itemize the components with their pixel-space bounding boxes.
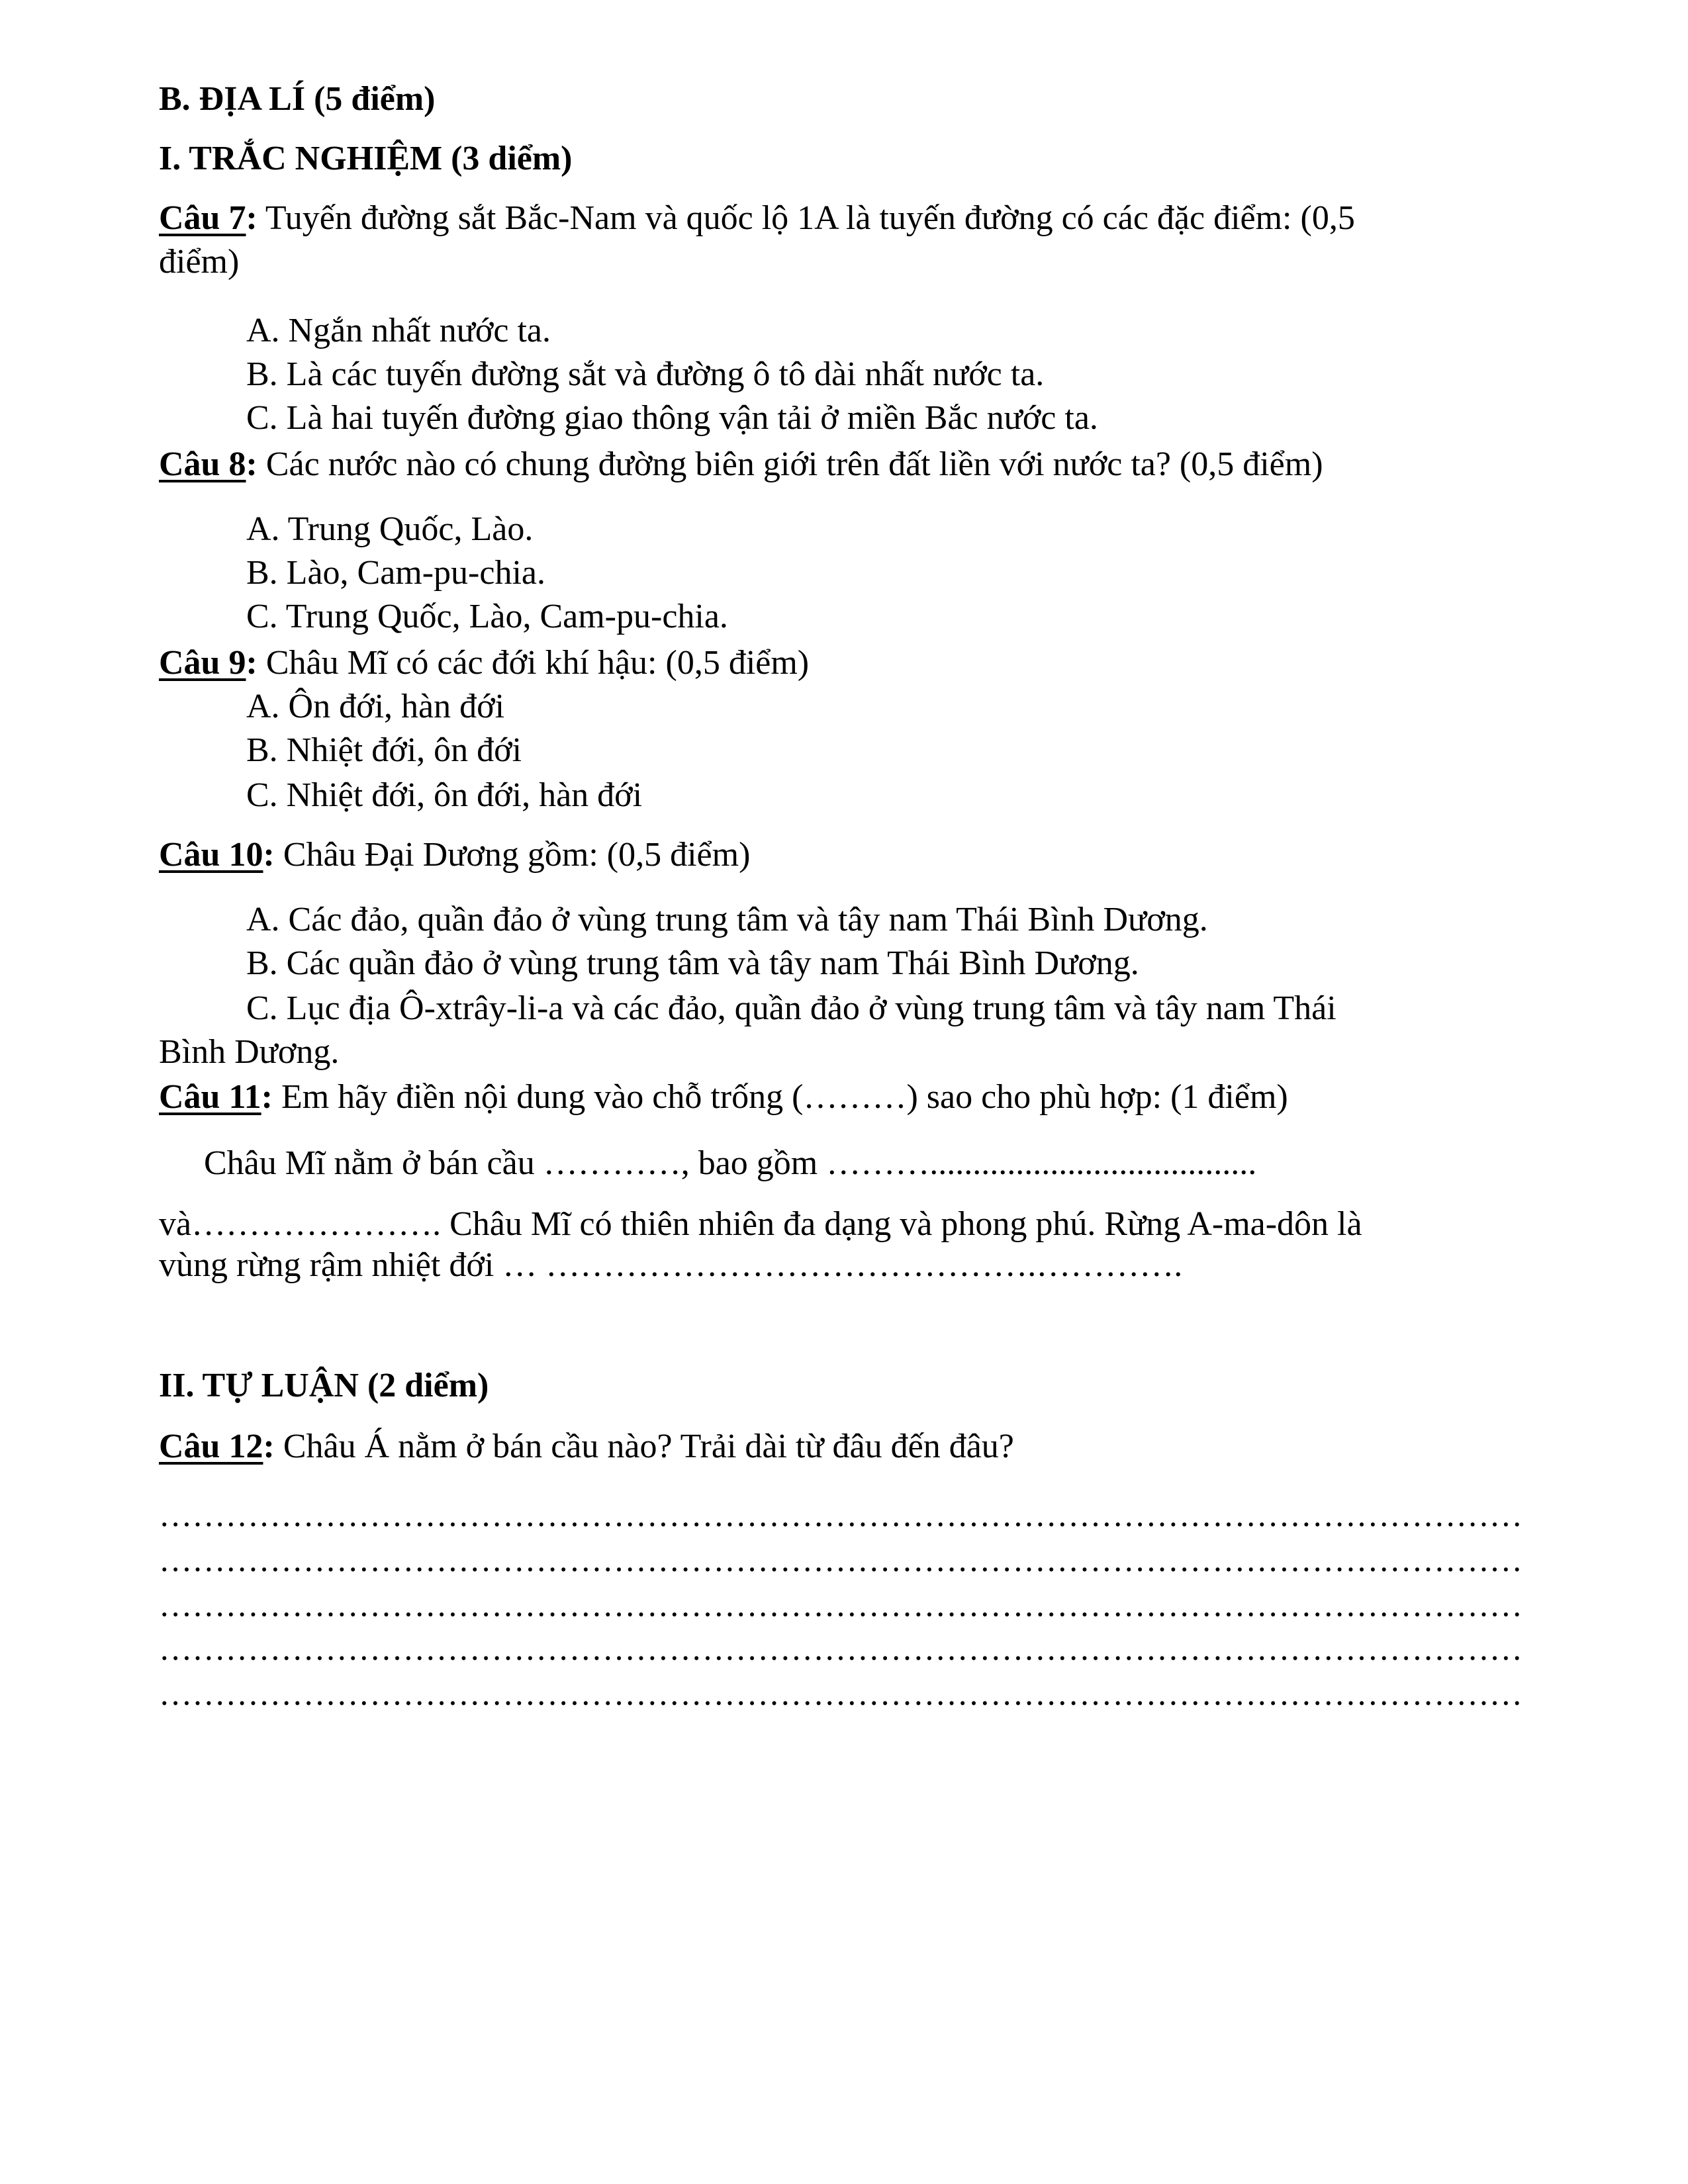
q11-fill-line-2: và…………………. Châu Mĩ có thiên nhiên đa dạng và phong phú. Rừng A-ma-dôn là xyxy=(159,1205,1362,1243)
q7-option-c: C. Là hai tuyến đường giao thông vận tải ở miền Bắc nước ta. xyxy=(246,399,1098,437)
answer-line[interactable]: …………………………………………………………………………………………………………… xyxy=(159,1586,1523,1624)
q9-label: Câu 9 xyxy=(159,644,246,682)
q8-option-b: B. Lào, Cam-pu-chia. xyxy=(246,554,545,592)
q10-label: Câu 10 xyxy=(159,836,263,874)
q10-text: Châu Đại Dương gồm: (0,5 điểm) xyxy=(274,836,751,874)
q7-text-cont: điểm) xyxy=(159,243,240,281)
q8-question xyxy=(159,447,1323,482)
q8-option-c: C. Trung Quốc, Lào, Cam-pu-chia. xyxy=(246,598,728,635)
q8-label: Câu 8 xyxy=(159,445,246,483)
q10-option-c-cont: Bình Dương. xyxy=(159,1033,340,1071)
q7-label: Câu 7 xyxy=(159,199,246,237)
q10-question xyxy=(159,838,750,872)
q9-option-c: C. Nhiệt đới, ôn đới, hàn đới xyxy=(246,776,643,814)
part2-title: II. TỰ LUẬN (2 diểm) xyxy=(159,1367,489,1404)
q11-question xyxy=(159,1080,1288,1115)
q11-fill-line-1: Châu Mĩ nằm ở bán cầu …………, bao gồm ………...................................... xyxy=(204,1144,1257,1182)
q12-colon: : xyxy=(263,1428,275,1465)
q10-colon: : xyxy=(263,836,275,874)
q7-text: Tuyến đường sắt Bắc-Nam và quốc lộ 1A là tuyến đường có các đặc điểm: (0,5 xyxy=(257,199,1355,237)
q11-label: Câu 11 xyxy=(159,1078,261,1116)
q9-option-b: B. Nhiệt đới, ôn đới xyxy=(246,731,522,769)
answer-line[interactable]: …………………………………………………………………………………………………………… xyxy=(159,1541,1523,1579)
q7-option-a: A. Ngắn nhất nước ta. xyxy=(246,312,551,349)
q11-text: Em hãy điền nội dung vào chỗ trống (………) sao cho phù hợp: (1 điểm) xyxy=(272,1078,1288,1116)
q8-option-a: A. Trung Quốc, Lào. xyxy=(246,510,534,548)
answer-line[interactable]: …………………………………………………………………………………………………………… xyxy=(159,1675,1523,1713)
part1-title: I. TRẮC NGHIỆM (3 diểm) xyxy=(159,140,573,177)
q12-question xyxy=(159,1430,1014,1464)
q12-label: Câu 12 xyxy=(159,1428,263,1465)
q11-fill-line-3: vùng rừng rậm nhiệt đới … …………………………………….…………. xyxy=(159,1246,1183,1284)
q7-option-b: B. Là các tuyến đường sắt và đường ô tô dài nhất nước ta. xyxy=(246,355,1045,393)
q9-colon: : xyxy=(246,644,258,682)
q7-question xyxy=(159,201,1355,236)
q9-question xyxy=(159,646,809,680)
q12-text: Châu Á nằm ở bán cầu nào? Trải dài từ đâu đến đâu? xyxy=(274,1428,1014,1465)
q8-text: Các nước nào có chung đường biên giới trên đất liền với nước ta? (0,5 điểm) xyxy=(257,445,1323,483)
q7-colon: : xyxy=(246,199,258,237)
answer-line[interactable]: …………………………………………………………………………………………………………… xyxy=(159,1496,1523,1534)
q11-colon: : xyxy=(261,1078,273,1116)
q10-option-b: B. Các quần đảo ở vùng trung tâm và tây nam Thái Bình Dương. xyxy=(246,944,1139,982)
q8-colon: : xyxy=(246,445,258,483)
q10-option-a: A. Các đảo, quần đảo ở vùng trung tâm và tây nam Thái Bình Dương. xyxy=(246,901,1208,938)
q10-option-c: C. Lục địa Ô-xtrây-li-a và các đảo, quần đảo ở vùng trung tâm và tây nam Thái xyxy=(246,989,1336,1027)
q9-text: Châu Mĩ có các đới khí hậu: (0,5 điểm) xyxy=(257,644,810,682)
section-title: B. ĐỊA LÍ (5 điểm) xyxy=(159,80,436,118)
q9-option-a: A. Ôn đới, hàn đới xyxy=(246,688,505,725)
answer-line[interactable]: …………………………………………………………………………………………………………… xyxy=(159,1630,1523,1668)
